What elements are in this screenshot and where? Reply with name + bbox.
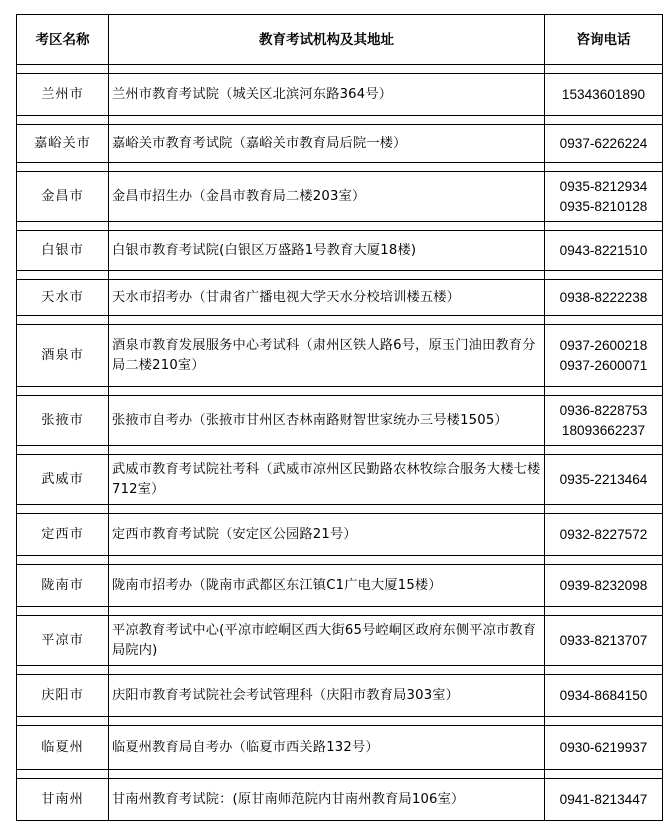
region-cell: 平凉市 <box>17 616 109 666</box>
phone-number: 0938-8222238 <box>559 289 648 305</box>
phone-cell <box>545 455 663 505</box>
phone-number: 0935-8212934 <box>559 178 648 194</box>
table-body <box>17 65 663 821</box>
separator-cell <box>109 505 545 514</box>
row-separator <box>17 770 663 779</box>
row-separator <box>17 163 663 172</box>
agency-address-cell: 金昌市招生办（金昌市教育局二楼203室） <box>109 172 545 222</box>
separator-cell <box>545 222 663 231</box>
phone-cell <box>545 675 663 717</box>
separator-cell <box>545 556 663 565</box>
separator-cell <box>545 607 663 616</box>
row-separator <box>17 505 663 514</box>
agency-address-cell: 临夏州教育局自考办（临夏市西关路132号） <box>109 726 545 770</box>
exam-office-table <box>16 14 663 821</box>
region-cell: 金昌市 <box>17 172 109 222</box>
table-row <box>17 172 663 222</box>
separator-cell <box>545 116 663 125</box>
header-phone: 咨询电话 <box>545 15 663 65</box>
separator-cell <box>17 556 109 565</box>
phone-number: 0933-8213707 <box>559 632 648 648</box>
table-row <box>17 231 663 271</box>
separator-cell <box>109 316 545 325</box>
phone-number: 0937-2600218 <box>559 337 648 353</box>
phone-cell <box>545 396 663 446</box>
row-separator <box>17 316 663 325</box>
region-cell: 甘南州 <box>17 779 109 821</box>
table-row <box>17 616 663 666</box>
phone-number: 0937-2600071 <box>559 357 648 373</box>
region-cell: 临夏州 <box>17 726 109 770</box>
phone-number: 0935-2213464 <box>559 471 648 487</box>
separator-cell <box>17 446 109 455</box>
phone-cell <box>545 231 663 271</box>
phone-cell <box>545 325 663 387</box>
phone-number: 0930-6219937 <box>559 739 648 755</box>
phone-number: 0936-8228753 <box>559 402 648 418</box>
phone-number: 0939-8232098 <box>559 577 648 593</box>
phone-cell <box>545 779 663 821</box>
table-header-row <box>17 15 663 65</box>
row-separator <box>17 65 663 74</box>
region-cell: 酒泉市 <box>17 325 109 387</box>
header-region: 考区名称 <box>17 15 109 65</box>
table-row <box>17 280 663 316</box>
phone-cell <box>545 74 663 116</box>
phone-number: 15343601890 <box>561 86 646 102</box>
table-row <box>17 325 663 387</box>
phone-number: 0934-8684150 <box>559 687 648 703</box>
table-row <box>17 514 663 556</box>
region-cell: 庆阳市 <box>17 675 109 717</box>
phone-number: 0941-8213447 <box>559 791 648 807</box>
separator-cell <box>109 65 545 74</box>
separator-cell <box>545 446 663 455</box>
phone-cell <box>545 616 663 666</box>
agency-address-cell: 陇南市招考办（陇南市武都区东江镇C1广电大厦15楼） <box>109 565 545 607</box>
table-row <box>17 675 663 717</box>
separator-cell <box>17 717 109 726</box>
header-agency: 教育考试机构及其地址 <box>109 15 545 65</box>
phone-cell <box>545 125 663 163</box>
row-separator <box>17 446 663 455</box>
separator-cell <box>545 163 663 172</box>
table-row <box>17 726 663 770</box>
agency-address-cell: 庆阳市教育考试院社会考试管理科（庆阳市教育局303室） <box>109 675 545 717</box>
separator-cell <box>545 770 663 779</box>
separator-cell <box>109 556 545 565</box>
agency-address-cell: 张掖市自考办（张掖市甘州区杏林南路财智世家统办三号楼1505） <box>109 396 545 446</box>
separator-cell <box>17 666 109 675</box>
separator-cell <box>545 387 663 396</box>
separator-cell <box>109 271 545 280</box>
agency-address-cell: 嘉峪关市教育考试院（嘉峪关市教育局后院一楼） <box>109 125 545 163</box>
agency-address-cell: 天水市招考办（甘肃省广播电视大学天水分校培训楼五楼） <box>109 280 545 316</box>
row-separator <box>17 607 663 616</box>
separator-cell <box>109 717 545 726</box>
separator-cell <box>109 666 545 675</box>
region-cell: 定西市 <box>17 514 109 556</box>
row-separator <box>17 116 663 125</box>
row-separator <box>17 271 663 280</box>
region-cell: 张掖市 <box>17 396 109 446</box>
separator-cell <box>545 316 663 325</box>
agency-address-cell: 兰州市教育考试院（城关区北滨河东路364号） <box>109 74 545 116</box>
agency-address-cell: 定西市教育考试院（安定区公园路21号） <box>109 514 545 556</box>
phone-number: 0943-8221510 <box>559 242 648 258</box>
separator-cell <box>109 607 545 616</box>
separator-cell <box>109 770 545 779</box>
separator-cell <box>17 316 109 325</box>
table-row <box>17 125 663 163</box>
phone-cell <box>545 514 663 556</box>
phone-cell <box>545 172 663 222</box>
row-separator <box>17 666 663 675</box>
separator-cell <box>109 116 545 125</box>
agency-address-cell: 武威市教育考试院社考科（武威市凉州区民勤路农林牧综合服务大楼七楼712室） <box>109 455 545 505</box>
separator-cell <box>17 116 109 125</box>
separator-cell <box>109 387 545 396</box>
separator-cell <box>545 666 663 675</box>
row-separator <box>17 717 663 726</box>
phone-number: 0935-8210128 <box>559 198 648 214</box>
separator-cell <box>17 505 109 514</box>
row-separator <box>17 556 663 565</box>
row-separator <box>17 222 663 231</box>
row-separator <box>17 387 663 396</box>
region-cell: 武威市 <box>17 455 109 505</box>
agency-address-cell: 甘南州教育考试院：(原甘南师范院内甘南州教育局106室） <box>109 779 545 821</box>
table-row <box>17 455 663 505</box>
agency-address-cell: 白银市教育考试院(白银区万盛路1号教育大厦18楼) <box>109 231 545 271</box>
separator-cell <box>109 163 545 172</box>
phone-number: 18093662237 <box>561 422 646 438</box>
separator-cell <box>109 222 545 231</box>
phone-number: 0937-6226224 <box>559 135 648 151</box>
phone-number: 0932-8227572 <box>559 526 648 542</box>
separator-cell <box>17 163 109 172</box>
table-row <box>17 779 663 821</box>
separator-cell <box>17 387 109 396</box>
separator-cell <box>545 271 663 280</box>
table-row <box>17 74 663 116</box>
separator-cell <box>545 65 663 74</box>
separator-cell <box>17 65 109 74</box>
separator-cell <box>545 505 663 514</box>
region-cell: 白银市 <box>17 231 109 271</box>
agency-address-cell: 酒泉市教育发展服务中心考试科（肃州区铁人路6号，原玉门油田教育分局二楼210室） <box>109 325 545 387</box>
phone-cell <box>545 565 663 607</box>
region-cell: 兰州市 <box>17 74 109 116</box>
table-row <box>17 565 663 607</box>
agency-address-cell: 平凉教育考试中心(平凉市崆峒区西大街65号崆峒区政府东侧平凉市教育局院内) <box>109 616 545 666</box>
separator-cell <box>17 222 109 231</box>
separator-cell <box>109 446 545 455</box>
separator-cell <box>17 607 109 616</box>
table-row <box>17 396 663 446</box>
phone-cell <box>545 726 663 770</box>
region-cell: 陇南市 <box>17 565 109 607</box>
region-cell: 天水市 <box>17 280 109 316</box>
separator-cell <box>17 770 109 779</box>
phone-cell <box>545 280 663 316</box>
separator-cell <box>545 717 663 726</box>
separator-cell <box>17 271 109 280</box>
region-cell: 嘉峪关市 <box>17 125 109 163</box>
